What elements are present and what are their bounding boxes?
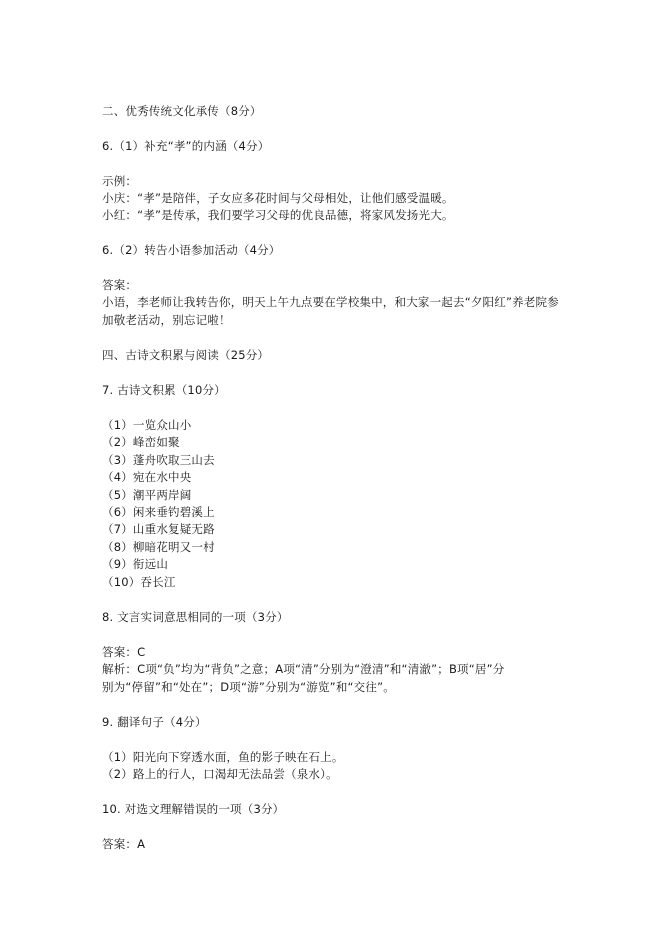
list-item: （7）山重水复疑无路 [102, 522, 215, 536]
example-line: 小庆：“孝”是陪伴，子女应多花时间与父母相处，让他们感受温暖。 [102, 191, 454, 205]
answer-line: （2）路上的行人，口渴却无法品尝（泉水）。 [102, 767, 338, 781]
list-item: （10）吞长江 [102, 575, 176, 589]
list-item: （2）峰峦如聚 [102, 435, 180, 449]
analysis-line: 别为“停留”和“处在”；D项“游”分别为“游览”和“交往”。 [102, 680, 395, 694]
answer-line: 加敬老活动，别忘记啦！ [102, 313, 231, 327]
list-item: （6）闲来垂钓碧溪上 [102, 505, 215, 519]
analysis-line: 解析：C项“负”均为“背负”之意；A项“清”分别为“澄清”和“清澈”；B项“居”分 [102, 662, 505, 676]
section-heading: 二、优秀传统文化承传（8分） [102, 104, 262, 118]
example-label: 示例： [102, 174, 138, 188]
question-heading: 10. 对选文理解错误的一项（3分） [102, 802, 285, 816]
answer-line: 答案：C [102, 645, 146, 659]
answer-line: 答案：A [102, 837, 146, 851]
list-item: （1）一览众山小 [102, 418, 192, 432]
list-item: （8）柳暗花明又一村 [102, 540, 215, 554]
answer-line: （1）阳光向下穿透水面，鱼的影子映在石上。 [102, 750, 344, 764]
question-heading: 6.（1）补充“孝”的内涵（4分） [102, 139, 270, 153]
list-item: （9）衔远山 [102, 557, 169, 571]
list-item: （5）潮平两岸阔 [102, 488, 192, 502]
question-heading: 9. 翻译句子（4分） [102, 715, 207, 729]
answer-line: 小语，李老师让我转告你，明天上午九点要在学校集中，和大家一起去“夕阳红”养老院参 [102, 295, 559, 309]
example-line: 小红：“孝”是传承，我们要学习父母的优良品德，将家风发扬光大。 [102, 208, 454, 222]
answer-label: 答案： [102, 278, 138, 292]
question-heading: 7. 古诗文积累（10分） [102, 383, 226, 397]
question-heading: 8. 文言实词意思相同的一项（3分） [102, 610, 289, 624]
list-item: （4）宛在水中央 [102, 470, 192, 484]
question-heading: 6.（2）转告小语参加活动（4分） [102, 243, 281, 257]
list-item: （3）蓬舟吹取三山去 [102, 453, 215, 467]
section-heading: 四、古诗文积累与阅读（25分） [102, 348, 270, 362]
